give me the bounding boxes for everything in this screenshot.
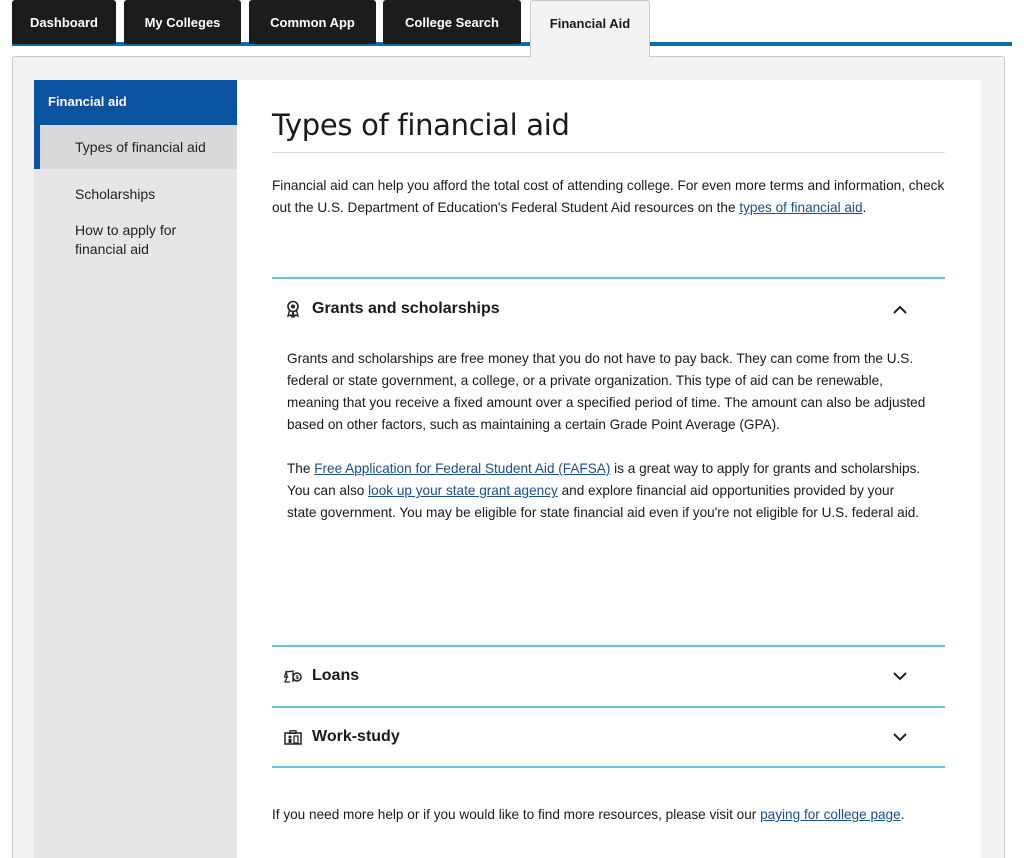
side-navigation bbox=[34, 80, 237, 858]
accordion-body-grants bbox=[287, 348, 927, 524]
accordion-title: Grants and scholarships bbox=[312, 300, 500, 317]
accordion-title: Loans bbox=[312, 667, 360, 684]
paying-for-college-link[interactable]: paying for college page bbox=[760, 807, 901, 822]
svg-text:$: $ bbox=[295, 675, 300, 681]
text: and explore financial aid opportunities provided by your state government. You may be eligible for state financial aid even if you're not eligible for U.S. federal aid. bbox=[287, 483, 920, 520]
work-briefcase-icon bbox=[283, 727, 303, 747]
accordion-divider bbox=[272, 766, 945, 768]
grants-paragraph-1: Grants and scholarships are free money that you do not have to pay back. They can come from the U.S. federal or state government, a college, or a private organization. This type of aid can be renewable, meaning that you receive a fixed amount over a specified period of time. The amount can also be adjusted based on other factors, such as maintaining a certain Grade Point Average (GPA). bbox=[287, 351, 926, 432]
sidenav-item-types-of-financial-aid[interactable] bbox=[34, 125, 237, 169]
grants-paragraph-2 bbox=[287, 458, 927, 524]
fafsa-link[interactable]: Free Application for Federal Student Aid (FAFSA) bbox=[314, 461, 611, 476]
accordion-header-grants[interactable] bbox=[272, 291, 945, 327]
text: is a great way to apply for grants and scholarships. You can also bbox=[287, 461, 921, 498]
tab-label: College Search bbox=[405, 14, 499, 30]
tab-label: Financial Aid bbox=[549, 16, 631, 31]
scale-money-icon bbox=[283, 666, 303, 686]
types-of-financial-aid-link[interactable]: types of financial aid bbox=[739, 200, 863, 215]
tab-label: Dashboard bbox=[30, 14, 98, 30]
footer-text: If you need more help or if you would like to find more resources, please visit our bbox=[272, 807, 761, 822]
sidenav-item-scholarships[interactable] bbox=[34, 185, 237, 204]
state-grant-agency-link[interactable]: look up your state grant agency bbox=[368, 483, 558, 498]
intro-paragraph bbox=[272, 175, 945, 219]
tab-label: Common App bbox=[270, 14, 355, 30]
chevron-down-icon[interactable] bbox=[891, 728, 909, 746]
footer-paragraph bbox=[272, 804, 945, 826]
accordion-header-work-study[interactable] bbox=[272, 719, 945, 755]
footer-text-end: . bbox=[900, 807, 905, 822]
intro-text: Financial aid can help you afford the total cost of attending college. For even more terms and information, check out the U.S. Department of Education's Federal Student Aid resources on the bbox=[272, 178, 945, 215]
page-title: Types of financial aid bbox=[272, 108, 570, 142]
chevron-up-icon[interactable] bbox=[891, 300, 909, 318]
tab-my-colleges[interactable] bbox=[124, 0, 241, 44]
award-ribbon-icon bbox=[283, 299, 303, 319]
accordion-title: Work-study bbox=[312, 728, 400, 745]
sidenav-item-label: Scholarships bbox=[75, 186, 156, 202]
intro-text-end: . bbox=[862, 200, 867, 215]
top-tab-bar bbox=[0, 0, 1024, 48]
accordion-divider bbox=[272, 277, 945, 279]
sidenav-item-label: How to apply for financial aid bbox=[75, 222, 177, 257]
sidenav-header[interactable]: Financial aid bbox=[34, 80, 237, 125]
text: The bbox=[287, 461, 315, 476]
title-divider bbox=[272, 152, 945, 153]
tab-financial-aid[interactable] bbox=[530, 0, 650, 57]
tab-label: My Colleges bbox=[144, 14, 221, 30]
accordion-divider bbox=[272, 645, 945, 647]
accordion-divider bbox=[272, 706, 945, 708]
chevron-down-icon[interactable] bbox=[891, 667, 909, 685]
tab-common-app[interactable] bbox=[249, 0, 376, 44]
tab-college-search[interactable] bbox=[383, 0, 521, 44]
tab-dashboard[interactable] bbox=[12, 0, 116, 44]
main-content bbox=[237, 80, 981, 858]
sidenav-item-label: Types of financial aid bbox=[75, 139, 206, 155]
sidenav-item-how-to-apply[interactable] bbox=[34, 221, 204, 259]
accordion-header-loans[interactable] bbox=[272, 658, 945, 694]
